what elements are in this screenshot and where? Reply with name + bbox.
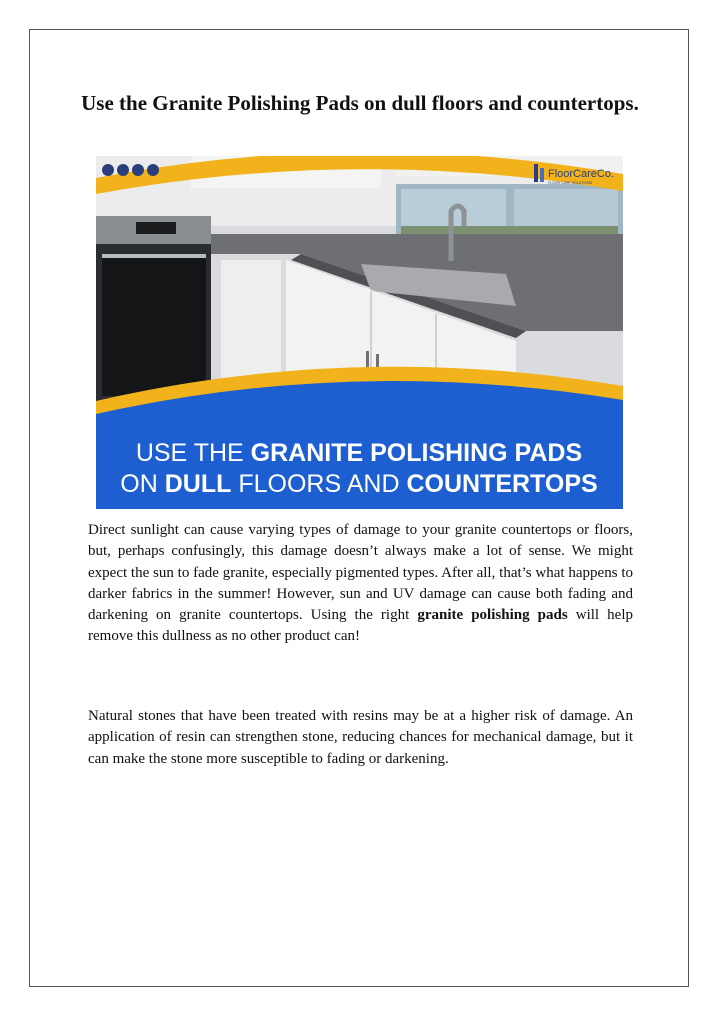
brand-tagline: FLOOR CARE SOLUTIONS: [548, 181, 592, 185]
twitter-icon: [117, 164, 129, 176]
instagram-icon: [147, 164, 159, 176]
paragraph-1: [88, 520, 633, 648]
paragraph-1-text-a: Direct sunlight can cause varying types of damage to your granite countertops or floors, but, perhaps confusingly, this damage doesn’t always make a lot of sense. We might expect the sun to fade granite, especially pigmented types. After all, that’s what happens to darker fabrics in the summer! However, sun and UV damage can cause both fading and darkening on granite countertops. Using the right: [88, 522, 633, 624]
kitchen-illustration: [96, 156, 623, 509]
page-title: Use the Granite Polishing Pads on dull floors and countertops.: [81, 91, 639, 115]
granite-polishing-pads-link[interactable]: granite polishing pads: [417, 607, 568, 624]
paragraph-2: Natural stones that have been treated with resins may be at a higher risk of damage. An application of resin can strengthen stone, reducing chances for mechanical damage, but it can make the stone more susceptible to fading or darkening.: [88, 708, 633, 767]
paragraph-1-text-b: will help remove this dullness as no other product can!: [88, 607, 633, 645]
facebook-icon: [102, 164, 114, 176]
brand-name: FloorCareCo.: [548, 168, 615, 180]
banner-line-1: USE THE GRANITE POLISHING PADS: [135, 439, 583, 467]
hero-image: [96, 156, 623, 509]
banner-line-2: ON DULL FLOORS AND COUNTERTOPS: [120, 470, 598, 498]
youtube-icon: [132, 164, 144, 176]
